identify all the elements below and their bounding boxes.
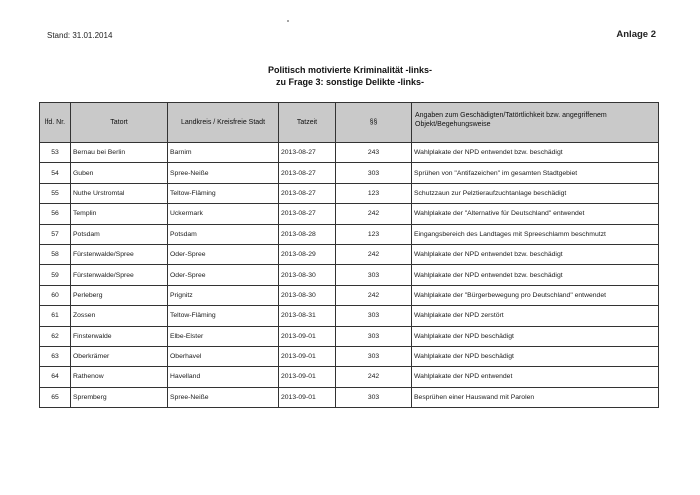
- cell-paragraph: 123: [336, 183, 412, 203]
- cell-angaben: Besprühen einer Hauswand mit Parolen: [412, 387, 659, 407]
- cell-tatzeit: 2013-08-28: [279, 224, 336, 244]
- cell-tatort: Oberkrämer: [71, 346, 168, 366]
- table-row: [40, 306, 659, 326]
- cell-landkreis: Oberhavel: [168, 346, 279, 366]
- cell-nr: 61: [40, 306, 71, 326]
- cell-tatort: Guben: [71, 163, 168, 183]
- cell-nr: 59: [40, 265, 71, 285]
- cell-nr: 58: [40, 244, 71, 264]
- col-header-tatort: Tatort: [71, 103, 168, 143]
- cell-landkreis: Havelland: [168, 367, 279, 387]
- cell-tatzeit: 2013-08-27: [279, 163, 336, 183]
- cell-landkreis: Teltow-Fläming: [168, 306, 279, 326]
- scan-speck: [287, 20, 289, 22]
- cell-landkreis: Prignitz: [168, 285, 279, 305]
- cell-angaben: Wahlplakate der "Alternative für Deutschland" entwendet: [412, 204, 659, 224]
- cell-tatzeit: 2013-08-31: [279, 306, 336, 326]
- cell-paragraph: 303: [336, 163, 412, 183]
- cell-tatzeit: 2013-09-01: [279, 346, 336, 366]
- cell-landkreis: Elbe-Elster: [168, 326, 279, 346]
- cell-landkreis: Teltow-Fläming: [168, 183, 279, 203]
- attachment-label: Anlage 2: [616, 29, 656, 40]
- cell-tatort: Finsterwalde: [71, 326, 168, 346]
- cell-tatzeit: 2013-09-01: [279, 367, 336, 387]
- cell-nr: 55: [40, 183, 71, 203]
- cell-nr: 62: [40, 326, 71, 346]
- cell-paragraph: 303: [336, 346, 412, 366]
- table-row: [40, 163, 659, 183]
- cell-landkreis: Barnim: [168, 143, 279, 163]
- cell-angaben: Wahlplakate der NPD entwendet bzw. beschädigt: [412, 265, 659, 285]
- cell-tatort: Fürstenwalde/Spree: [71, 265, 168, 285]
- cell-landkreis: Spree-Neiße: [168, 387, 279, 407]
- table-row: [40, 204, 659, 224]
- col-header-nr: lfd. Nr.: [40, 103, 71, 143]
- cell-paragraph: 242: [336, 204, 412, 224]
- table-header-row: [40, 103, 659, 143]
- cell-tatzeit: 2013-08-27: [279, 204, 336, 224]
- cell-tatort: Potsdam: [71, 224, 168, 244]
- table-row: [40, 326, 659, 346]
- cell-tatzeit: 2013-09-01: [279, 326, 336, 346]
- cell-tatort: Spremberg: [71, 387, 168, 407]
- cell-tatzeit: 2013-08-29: [279, 244, 336, 264]
- cell-tatort: Rathenow: [71, 367, 168, 387]
- title-line-2: zu Frage 3: sonstige Delikte -links-: [275, 77, 425, 87]
- cell-landkreis: Uckermark: [168, 204, 279, 224]
- cell-nr: 54: [40, 163, 71, 183]
- cell-angaben: Wahlplakate der NPD beschädigt: [412, 326, 659, 346]
- cell-angaben: Sprühen von "Antifazeichen" im gesamten Stadtgebiet: [412, 163, 659, 183]
- cell-paragraph: 303: [336, 387, 412, 407]
- cell-tatort: Bernau bei Berlin: [71, 143, 168, 163]
- col-header-angaben: Angaben zum Geschädigten/Tatörtlichkeit bzw. angegriffenem Objekt/Begehungsweise: [412, 103, 659, 143]
- cell-angaben: Wahlplakate der "Bürgerbewegung pro Deutschland" entwendet: [412, 285, 659, 305]
- cell-tatzeit: 2013-08-30: [279, 265, 336, 285]
- cell-nr: 60: [40, 285, 71, 305]
- cell-nr: 63: [40, 346, 71, 366]
- table-row: [40, 285, 659, 305]
- cell-tatort: Templin: [71, 204, 168, 224]
- cell-paragraph: 303: [336, 265, 412, 285]
- cell-nr: 64: [40, 367, 71, 387]
- col-header-paragraph: §§: [336, 103, 412, 143]
- cell-tatzeit: 2013-08-27: [279, 183, 336, 203]
- table-row: [40, 183, 659, 203]
- cell-tatort: Fürstenwalde/Spree: [71, 244, 168, 264]
- cell-angaben: Wahlplakate der NPD zerstört: [412, 306, 659, 326]
- incident-table: [39, 102, 659, 408]
- cell-angaben: Eingangsbereich des Landtages mit Spreeschlamm beschmutzt: [412, 224, 659, 244]
- cell-nr: 57: [40, 224, 71, 244]
- table-row: [40, 224, 659, 244]
- cell-paragraph: 123: [336, 224, 412, 244]
- table-row: [40, 265, 659, 285]
- cell-nr: 53: [40, 143, 71, 163]
- cell-angaben: Wahlplakate der NPD entwendet bzw. beschädigt: [412, 143, 659, 163]
- cell-landkreis: Potsdam: [168, 224, 279, 244]
- cell-landkreis: Spree-Neiße: [168, 163, 279, 183]
- col-header-landkreis: Landkreis / Kreisfreie Stadt: [168, 103, 279, 143]
- cell-nr: 56: [40, 204, 71, 224]
- cell-tatort: Perleberg: [71, 285, 168, 305]
- cell-paragraph: 242: [336, 367, 412, 387]
- table-row: [40, 346, 659, 366]
- document-title: [0, 64, 700, 88]
- table-row: [40, 143, 659, 163]
- table-row: [40, 387, 659, 407]
- cell-paragraph: 303: [336, 326, 412, 346]
- cell-tatzeit: 2013-08-30: [279, 285, 336, 305]
- cell-tatort: Zossen: [71, 306, 168, 326]
- cell-angaben: Wahlplakate der NPD entwendet: [412, 367, 659, 387]
- cell-landkreis: Oder-Spree: [168, 244, 279, 264]
- cell-nr: 65: [40, 387, 71, 407]
- cell-angaben: Wahlplakate der NPD entwendet bzw. beschädigt: [412, 244, 659, 264]
- cell-angaben: Schutzzaun zur Pelztieraufzuchtanlage beschädigt: [412, 183, 659, 203]
- cell-paragraph: 243: [336, 143, 412, 163]
- cell-paragraph: 303: [336, 306, 412, 326]
- col-header-tatzeit: Tatzeit: [279, 103, 336, 143]
- cell-tatzeit: 2013-08-27: [279, 143, 336, 163]
- cell-paragraph: 242: [336, 285, 412, 305]
- cell-tatort: Nuthe Urstromtal: [71, 183, 168, 203]
- cell-angaben: Wahlplakate der NPD beschädigt: [412, 346, 659, 366]
- table-row: [40, 244, 659, 264]
- cell-landkreis: Oder-Spree: [168, 265, 279, 285]
- cell-paragraph: 242: [336, 244, 412, 264]
- cell-tatzeit: 2013-09-01: [279, 387, 336, 407]
- date-stamp: Stand: 31.01.2014: [47, 31, 113, 40]
- table-row: [40, 367, 659, 387]
- title-line-1: Politisch motivierte Kriminalität -links-: [267, 65, 433, 75]
